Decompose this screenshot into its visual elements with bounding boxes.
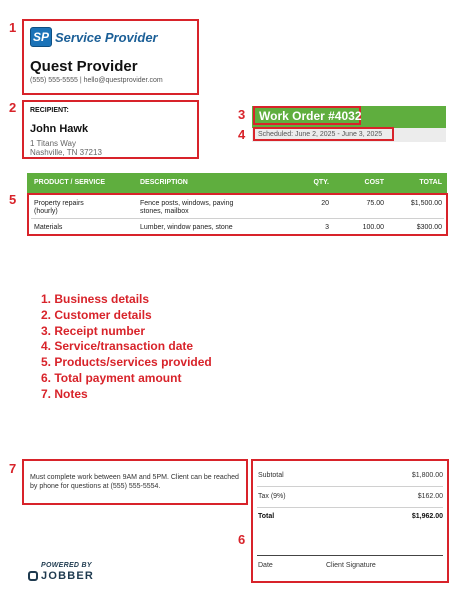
legend-item: 1. Business details (41, 292, 150, 306)
total-label: Total (258, 513, 275, 520)
receipt-number-box (253, 106, 361, 125)
business-contact: (555) 555-5555 | hello@questprovider.com (30, 77, 163, 84)
row-divider (31, 218, 444, 219)
tax-label: Tax (9%) (258, 493, 286, 500)
row-cost: 100.00 (362, 224, 384, 231)
legend-item: 7. Notes (41, 386, 88, 401)
marker-4: 4 (238, 127, 246, 142)
business-details-box (22, 19, 199, 95)
customer-details-box (22, 100, 199, 159)
work-order-title: Work Order #4032 (259, 109, 362, 123)
jobber-brand: JOBBER (41, 570, 95, 582)
row-qty: 3 (325, 224, 329, 231)
subtotal-label: Subtotal (258, 472, 284, 479)
marker-1: 1 (9, 20, 17, 35)
legend-list (41, 292, 212, 403)
header-product: PRODUCT / SERVICE (34, 179, 106, 186)
total-value: $1,962.00 (411, 513, 443, 520)
customer-address-line2: Nashville, TN 37213 (30, 148, 102, 157)
client-signature-label: Client Signature (326, 562, 376, 569)
signature-line (257, 555, 443, 556)
row-qty: 20 (321, 200, 329, 207)
notes-box (22, 459, 248, 505)
row-total: $300.00 (416, 224, 442, 231)
marker-5: 5 (9, 192, 17, 207)
row-product: Property repairs (34, 200, 84, 207)
customer-name: John Hawk (30, 123, 89, 135)
legend-item: 3. Receipt number (41, 323, 146, 338)
subtotal-row (253, 466, 447, 486)
legend-item: 6. Total payment amount (41, 370, 182, 385)
marker-2: 2 (9, 100, 17, 115)
legend-item: 4. Service/transaction date (41, 339, 194, 354)
marker-7: 7 (9, 461, 17, 476)
powered-by-label: POWERED BY (41, 562, 92, 569)
logo-text: Service Provider (55, 29, 158, 45)
row-description: Lumber, window panes, stone (140, 224, 233, 231)
customer-address-line1: 1 Titans Way (30, 139, 76, 148)
subtotal-value: $1,800.00 (411, 472, 443, 479)
products-services-box (27, 193, 448, 236)
recipient-label: RECIPIENT: (30, 107, 69, 114)
legend-item: 2. Customer details (41, 307, 152, 322)
row-total: $1,500.00 (410, 200, 442, 207)
row-product: Materials (34, 224, 63, 231)
row-description-sub: stones, mailbox (140, 208, 189, 215)
tax-value: $162.00 (417, 493, 443, 500)
table-header (27, 173, 447, 193)
logo-badge: SP (30, 27, 52, 47)
date-label: Date (258, 562, 273, 569)
header-description: DESCRIPTION (140, 179, 188, 186)
row-description: Fence posts, windows, paving (140, 200, 234, 207)
jobber-logo (28, 570, 94, 582)
marker-6: 6 (238, 532, 246, 547)
row-cost: 75.00 (366, 200, 384, 207)
tax-row (253, 487, 447, 507)
header-cost: COST (364, 179, 384, 186)
total-row (253, 507, 447, 527)
marker-3: 3 (238, 107, 246, 122)
jobber-icon (28, 571, 38, 581)
scheduled-date: Scheduled: June 2, 2025 - June 3, 2025 (258, 131, 383, 138)
service-date-box (253, 127, 394, 141)
total-payment-box (251, 459, 449, 583)
business-name: Quest Provider (30, 58, 138, 75)
row-product-sub: (hourly) (34, 208, 58, 215)
header-qty: QTY. (313, 179, 329, 186)
legend-item: 5. Products/services provided (41, 355, 212, 370)
notes-text: Must complete work between 9AM and 5PM. Client can be reached by phone for questions at (555) 555-5554. (30, 474, 239, 490)
header-total: TOTAL (419, 179, 442, 186)
service-provider-logo (30, 27, 158, 47)
